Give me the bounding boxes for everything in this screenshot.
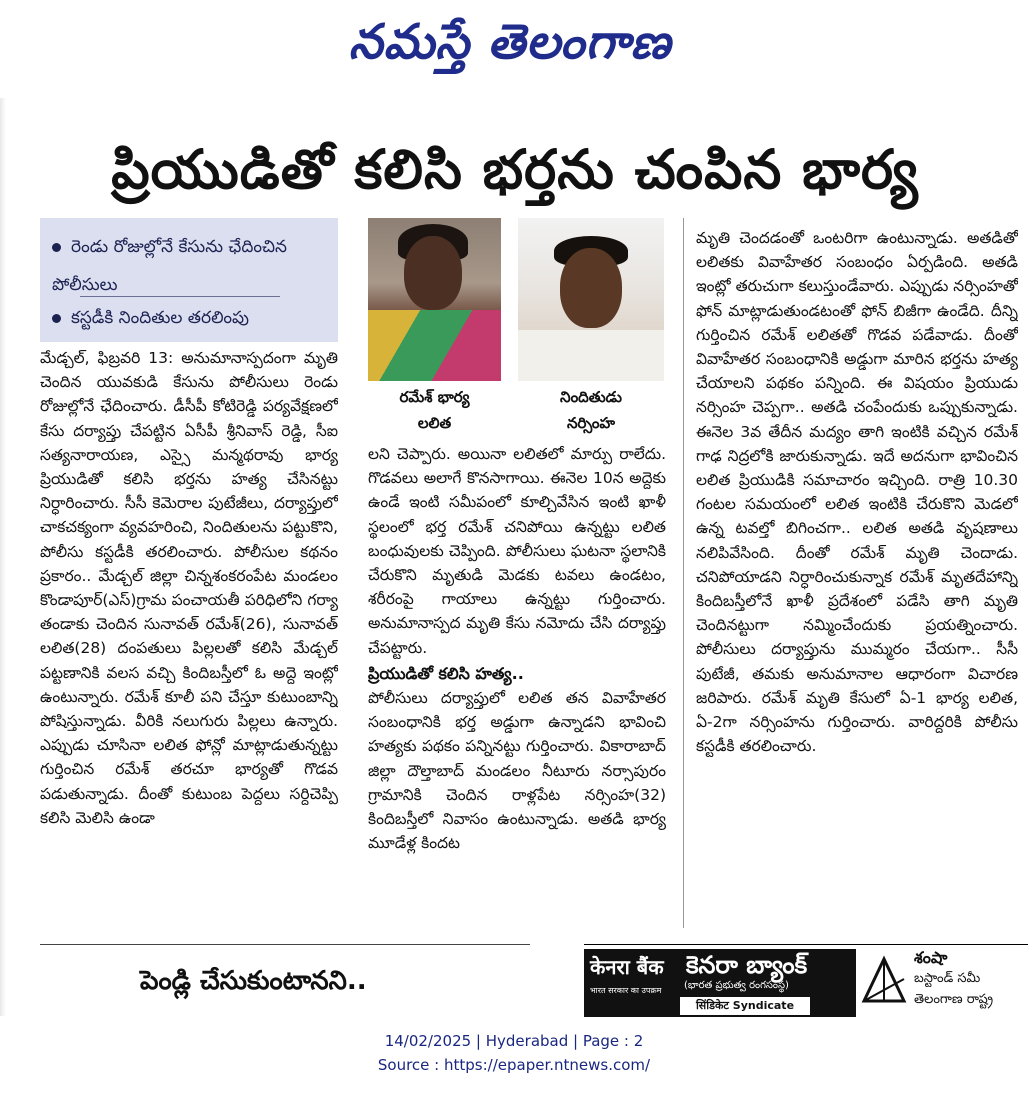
masthead-logo: నమస్తే తెలంగాణ <box>348 14 672 70</box>
photo-shirt <box>518 330 664 381</box>
photo-lalitha <box>368 218 501 381</box>
photo-narsimha <box>518 218 664 381</box>
photo-saree <box>368 310 501 381</box>
bullet-icon <box>52 243 61 252</box>
next-story-headline: పెండ్లి చేసుకుంటానని.. <box>140 966 367 996</box>
bank-logo-icon <box>856 949 912 1017</box>
ad-tagline-telugu: (భారత ప్రభుత్వ రంగసంస్థ) <box>684 980 789 991</box>
caption-line: లలిత <box>417 414 452 432</box>
ad-right-text <box>914 947 1028 1017</box>
highlights-box <box>40 218 338 342</box>
highlight-text: రెండు రోజుల్లోనే కేసును ఛేదించిన పోలీసులు <box>52 237 287 295</box>
ad-bank-telugu: కెనరా బ్యాంక్ <box>686 951 808 979</box>
highlight-divider <box>80 296 280 297</box>
article-subhead: ప్రియుడితో కలిసి హత్య.. <box>368 663 524 683</box>
article-paragraph: పోలీసులు దర్యాప్తులో లలిత తన వివాహేతర సంబంధానికి భర్త అడ్డుగా ఉన్నాడని భావించి హత్యకు పథకం పన్నినట్టు గుర్తించారు. వికారాబాద్ జిల్లా దౌల్తాబాద్ మండలం నీటూరు నర్సాపురం గ్రామానికి చెందిన రాళ్లపేట నర్సింహ(32) కిందిబస్తీలో నివాసం ఉంటున్నాడు. అతడి భార్య మూడేళ్ల కిందట <box>368 689 666 853</box>
page-edge-shadow <box>0 98 6 1016</box>
headline: ప్రియుడితో కలిసి భర్తను చంపిన భార్య <box>111 138 919 201</box>
article-column-3 <box>696 226 1018 928</box>
caption-narsimha <box>518 384 664 436</box>
caption-line: నిందితుడు <box>560 388 622 406</box>
caption-line: నర్సింహ <box>567 414 615 432</box>
highlight-text: కస్టడీకి నిందితుల తరలింపు <box>71 308 250 328</box>
photo-face <box>560 248 622 328</box>
highlight-item <box>52 304 332 332</box>
ad-syndicate: सिंडिकेट Syndicate <box>680 997 810 1015</box>
article-paragraph: మేడ్చల్, ఫిబ్రవరి 13: అనుమానాస్పదంగా మృతి చెందిన యువకుడి కేసును పోలీసులు రెండు రోజుల్లోనే ఛేదించారు. డీసీపీ కోటిరెడ్డి పర్యవేక్షణలో కేసు దర్యాప్తు చేపట్టిన ఏసీపీ శ్రీనివాస్ రెడ్డి, సీఐ సత్యనారాయణ, ఎస్సై మన్మథరావు భార్య ప్రియుడితో కలిసి భర్తను హత్య చేసినట్టు నిర్ధారించారు. సీసీ కెమెరాల పుటేజీలు, దర్యాప్తులో చాకచక్యంగా వ్యవహరించి, నిందితులను పట్టుకొని, పోలీసు కస్టడీకి తరలించారు. పోలీసుల కథనం ప్రకారం.. మేడ్చల్ జిల్లా చిన్నశంకరంపేట మండలం కొండాపూర్(ఎస్)గ్రామ పంచాయతీ పరిధిలోని గర్యా తండాకు చెందిన సునావత్ రమేశ్(26), సునావత్ లలిత(28) దంపతులు పిల్లలతో కలిసి మేడ్చల్ పట్టణానికి వలస వచ్చి కిందిబస్తీలో ఓ అద్దె ఇంట్లో ఉంటున్నారు. రమేశ్ కూలీ పని చేస్తూ కుటుంబాన్ని పోషిస్తున్నాడు. వీరికి నలుగురు పిల్లలు ఉన్నారు. ఎప్పుడు చూసినా లలిత ఫోన్లో మాట్లాడుతున్నట్టు గుర్తించిన రమేశ్ తరచూ భార్యతో గొడవ పడుతున్నాడు. దీంతో కుటుంబ పెద్దలు సర్దిచెప్పి కలిసి మెలిసి ఉండా <box>40 349 338 827</box>
caption-lalitha <box>368 384 501 436</box>
article-paragraph: మృతి చెందడంతో ఒంటరిగా ఉంటున్నాడు. అతడితో లలితకు వివాహేతర సంబంధం ఏర్పడింది. అతడి ఇంట్లో తరుచుగా కలుస్తుండేవారు. ఎప్పుడు నర్సింహతో ఫోన్ మాట్లాడుతుండటంతో ఫోన్ బిజీగా ఉండేది. దీన్ని గుర్తించిన రమేశ్ లలితతో గొడవ పడేవాడు. దీంతో వివాహేతర సంబంధానికి అడ్డుగా మారిన భర్తను హత్య చేయాలని పథకం పన్నింది. ఈ విషయం ప్రియుడు నర్సింహ చెప్పగా.. అతడి చంపేందుకు ఒప్పుకున్నాడు. ఈనెల 3వ తేదీన మద్యం తాగి ఇంటికి వచ్చిన రమేశ్ గాఢ నిద్రలోకి జారుకున్నాడు. ఇదే అదనుగా భావించిన లలిత ప్రియుడికి సమాచారం ఇచ్చింది. రాత్రి 10.30 గంటల సమయంలో లలిత ఇంటికి చేరుకొని మెడలో ఉన్న టవల్తో బిగించగా.. లలిత అతడి వృషణాలు నలిపివేసింది. దీంతో రమేశ్ మృతి చెందాడు. చనిపోయాడని నిర్ధారించుకున్నాక రమేశ్ మృతదేహాన్ని కిందిబస్తీలోనే ఖాళీ ప్రదేశంలో పడేసి తాగి మృతి చెందినట్టుగా నమ్మించేందుకు ప్రయత్నించారు. పోలీసులు దర్యాప్తును ముమ్మరం చేయగా.. సీసీ పుటేజీ, తమకు అనుమానాల ఆధారంగా విచారణ జరిపారు. రమేశ్ మృతి కేసులో ఏ-1 భార్య లలిత, ఏ-2గా నర్సింహను గుర్తించారు. వారిద్దరికి పోలీసు కస్టడీకి తరలించారు. <box>696 229 1018 756</box>
article-paragraph: లని చెప్పారు. అయినా లలితలో మార్పు రాలేదు. గొడవలు అలాగే కొనసాగాయి. ఈనెల 10న అద్దెకు ఉండే ఇంటి సమీపంలో కూల్చివేసిన ఇంటి ఖాళీ స్థలంలో భర్త రమేశ్ చనిపోయి ఉన్నట్టు లలిత బంధువులకు చెప్పింది. పోలీసులు ఘటనా స్థలానికి చేరుకొని మృతుడి మెడకు టవలు ఉండటం, శరీరంపై గాయాలు ఉన్నట్టు గుర్తించారు. అనుమానాస్పద మృతి కేసు నమోదు చేసి దర్యాప్తు చేపట్టారు. <box>368 445 666 657</box>
article-column-2 <box>368 442 666 928</box>
ad-right-line: తెలంగాణ రాష్ట్ర <box>914 992 994 1007</box>
photo-face <box>404 236 462 310</box>
ad-right-line: బస్టాండ్ సమీ <box>914 971 981 986</box>
footer-source-line: Source : https://epaper.ntnews.com/ <box>377 1056 651 1074</box>
article-column-1 <box>40 346 338 928</box>
bank-advertisement <box>584 944 1028 1017</box>
bullet-icon <box>52 314 61 323</box>
ad-black-panel <box>584 949 856 1017</box>
ad-right-line: శంషా <box>914 948 948 967</box>
highlight-item <box>52 228 322 304</box>
column-divider <box>683 218 684 928</box>
section-rule <box>40 944 530 945</box>
ad-tagline-hindi: भारत सरकार का उपक्रम <box>590 986 662 995</box>
caption-line: రమేశ్ భార్య <box>399 388 470 406</box>
footer-date-line: 14/02/2025 | Hyderabad | Page : 2 <box>384 1032 644 1050</box>
ad-bank-hindi: केनरा बैंक <box>590 955 664 979</box>
